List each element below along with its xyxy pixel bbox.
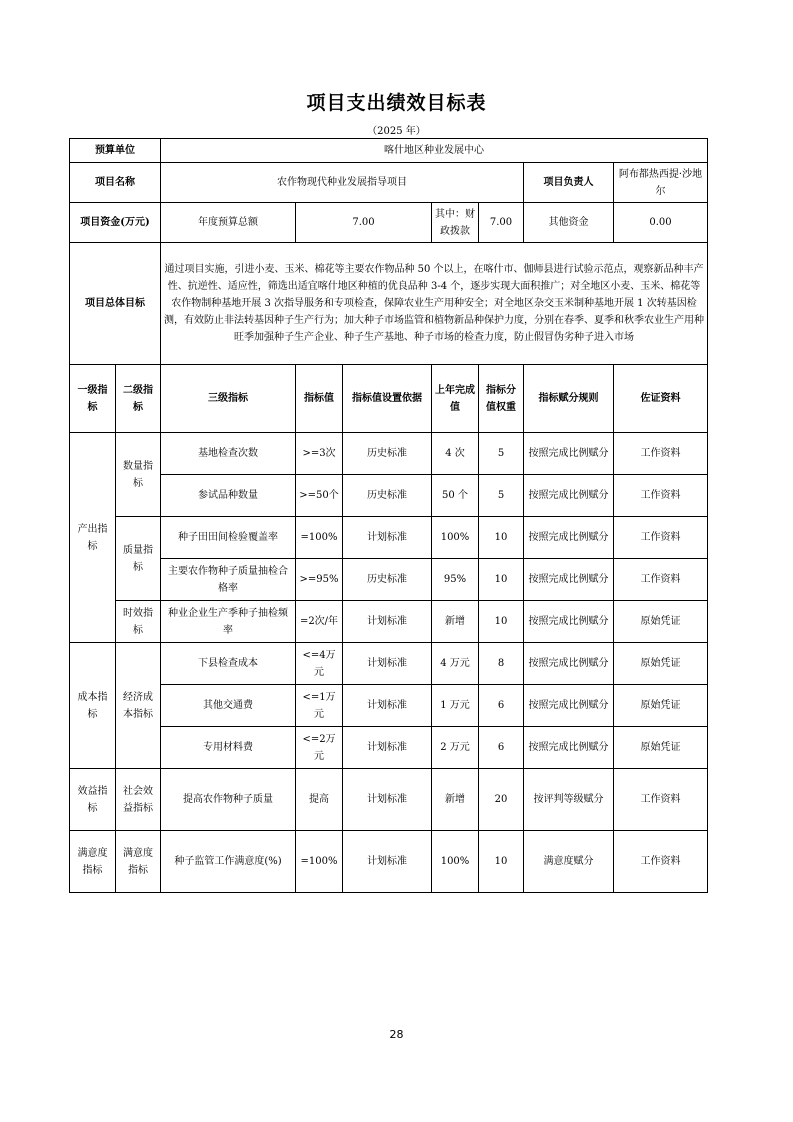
indicator-rule: 按评判等级赋分	[524, 769, 614, 831]
indicator-weight: 10	[479, 831, 524, 893]
other-funds-label: 其他资金	[524, 203, 614, 243]
indicator-weight: 10	[479, 601, 524, 643]
indicator-last-year: 1 万元	[432, 685, 479, 727]
indicator-value: =2次/年	[296, 601, 343, 643]
indicator-weight: 5	[479, 475, 524, 517]
indicator-last-year: 4 万元	[432, 643, 479, 685]
indicator-value: =100%	[296, 831, 343, 893]
indicator-evidence: 工作资料	[614, 769, 708, 831]
project-leader-label: 项目负责人	[524, 163, 614, 203]
indicator-rule: 按照完成比例赋分	[524, 517, 614, 559]
row-project-name	[70, 163, 708, 203]
indicator-value: <=4万元	[296, 643, 343, 685]
funds-label: 项目资金(万元)	[70, 203, 161, 243]
indicator-basis: 历史标准	[343, 559, 432, 601]
overall-goal-text: 通过项目实施，引进小麦、玉米、棉花等主要农作物品种 50 个以上，在喀什市、伽师县进行试验示范点，观察新品种丰产性、抗逆性、适应性，筛选出适宜喀什地区种植的优良品种 3-4 个，逐步实现大面积推广；对全地区小麦、玉米、棉花等农作物制种基地开展 3 次指导服务和专项检查，保障农业生产用种安全；对全地区杂交玉米制种基地开展 1 次转基因检测，有效防止非法转基因种子生产行为；加大种子市场监管和植物新品种保护力度，分别在春季、夏季和秋季农业生产用种旺季加强种子生产企业、种子生产基地、种子市场的检查力度，防止假冒伪劣种子进入市场	[161, 243, 708, 365]
indicator-name: 种业企业生产季种子抽检频率	[161, 601, 296, 643]
indicator-last-year: 4 次	[432, 433, 479, 475]
indicator-evidence: 原始凭证	[614, 727, 708, 769]
indicator-rule: 按照完成比例赋分	[524, 685, 614, 727]
budget-unit-label: 预算单位	[70, 139, 161, 163]
annual-budget-label: 年度预算总额	[161, 203, 296, 243]
indicator-name: 下县检查成本	[161, 643, 296, 685]
header-value: 指标值	[296, 365, 343, 433]
indicator-rule: 按照完成比例赋分	[524, 601, 614, 643]
level2-economic-cost: 经济成本指标	[116, 643, 161, 769]
header-rule: 指标赋分规则	[524, 365, 614, 433]
row-project-funds	[70, 203, 708, 243]
indicator-basis: 计划标准	[343, 601, 432, 643]
year-label: （2025 年）	[367, 126, 426, 137]
header-weight: 指标分值权重	[479, 365, 524, 433]
indicator-basis: 计划标准	[343, 685, 432, 727]
indicator-name: 种子监管工作满意度(%)	[161, 831, 296, 893]
indicator-value: 提高	[296, 769, 343, 831]
indicator-name: 其他交通费	[161, 685, 296, 727]
indicator-basis: 计划标准	[343, 517, 432, 559]
fiscal-funds-value: 7.00	[479, 203, 524, 243]
row-column-headers	[70, 365, 708, 433]
table-row	[70, 559, 708, 601]
level1-benefit: 效益指标	[70, 769, 116, 831]
indicator-rule: 按照完成比例赋分	[524, 559, 614, 601]
indicator-name: 种子田田间检验覆盖率	[161, 517, 296, 559]
header-basis: 指标值设置依据	[343, 365, 432, 433]
indicator-name: 参试品种数量	[161, 475, 296, 517]
table-row	[70, 475, 708, 517]
indicator-last-year: 2 万元	[432, 727, 479, 769]
header-level2: 二级指标	[116, 365, 161, 433]
table-row	[70, 769, 708, 831]
indicator-basis: 计划标准	[343, 769, 432, 831]
indicator-name: 提高农作物种子质量	[161, 769, 296, 831]
page-title: 项目支出绩效目标表	[306, 92, 487, 114]
header-last-year: 上年完成值	[432, 365, 479, 433]
table-row	[70, 685, 708, 727]
indicator-value: >=50个	[296, 475, 343, 517]
level1-output: 产出指标	[70, 433, 116, 643]
indicator-rule: 按照完成比例赋分	[524, 643, 614, 685]
indicator-evidence: 工作资料	[614, 831, 708, 893]
indicator-weight: 6	[479, 685, 524, 727]
indicator-basis: 历史标准	[343, 475, 432, 517]
row-budget-unit	[70, 139, 708, 163]
table-row	[70, 601, 708, 643]
indicator-rule: 按照完成比例赋分	[524, 433, 614, 475]
indicator-name: 基地检查次数	[161, 433, 296, 475]
row-overall-goal	[70, 243, 708, 365]
indicator-value: <=2万元	[296, 727, 343, 769]
annual-budget-value: 7.00	[296, 203, 432, 243]
header-evidence: 佐证资料	[614, 365, 708, 433]
indicator-weight: 6	[479, 727, 524, 769]
indicator-basis: 计划标准	[343, 831, 432, 893]
overall-goal-label: 项目总体目标	[70, 243, 161, 365]
indicator-weight: 10	[479, 517, 524, 559]
level2-satisfaction: 满意度指标	[116, 831, 161, 893]
indicator-name: 专用材料费	[161, 727, 296, 769]
indicator-rule: 按照完成比例赋分	[524, 475, 614, 517]
indicator-evidence: 原始凭证	[614, 643, 708, 685]
level2-social-benefit: 社会效益指标	[116, 769, 161, 831]
table-row	[70, 517, 708, 559]
table-row	[70, 831, 708, 893]
indicator-last-year: 新增	[432, 769, 479, 831]
indicator-value: >=3次	[296, 433, 343, 475]
indicator-evidence: 原始凭证	[614, 601, 708, 643]
indicator-last-year: 100%	[432, 517, 479, 559]
table-row	[70, 433, 708, 475]
indicator-last-year: 50 个	[432, 475, 479, 517]
indicator-rule: 满意度赋分	[524, 831, 614, 893]
indicator-evidence: 工作资料	[614, 517, 708, 559]
level2-timeliness: 时效指标	[116, 601, 161, 643]
level2-quantity: 数量指标	[116, 433, 161, 517]
indicator-evidence: 工作资料	[614, 475, 708, 517]
indicator-last-year: 95%	[432, 559, 479, 601]
other-funds-value: 0.00	[614, 203, 708, 243]
project-leader-value: 阿布都热西提·沙地尔	[614, 163, 708, 203]
indicator-name: 主要农作物种子质量抽检合格率	[161, 559, 296, 601]
indicator-weight: 10	[479, 559, 524, 601]
fiscal-funds-label: 其中：财政拨款	[432, 203, 479, 243]
indicator-weight: 20	[479, 769, 524, 831]
header-level1: 一级指标	[70, 365, 116, 433]
indicator-weight: 8	[479, 643, 524, 685]
indicator-evidence: 工作资料	[614, 433, 708, 475]
indicator-value: <=1万元	[296, 685, 343, 727]
project-name-value: 农作物现代种业发展指导项目	[161, 163, 524, 203]
level2-quality: 质量指标	[116, 517, 161, 601]
project-name-label: 项目名称	[70, 163, 161, 203]
table-row	[70, 727, 708, 769]
indicator-basis: 计划标准	[343, 643, 432, 685]
performance-target-table	[69, 138, 708, 893]
indicator-evidence: 原始凭证	[614, 685, 708, 727]
header-level3: 三级指标	[161, 365, 296, 433]
table-row	[70, 643, 708, 685]
indicator-evidence: 工作资料	[614, 559, 708, 601]
level1-cost: 成本指标	[70, 643, 116, 769]
indicator-weight: 5	[479, 433, 524, 475]
indicator-basis: 计划标准	[343, 727, 432, 769]
indicator-value: >=95%	[296, 559, 343, 601]
indicator-value: =100%	[296, 517, 343, 559]
indicator-last-year: 新增	[432, 601, 479, 643]
indicator-rule: 按照完成比例赋分	[524, 727, 614, 769]
indicator-basis: 历史标准	[343, 433, 432, 475]
level1-satisfaction: 满意度指标	[70, 831, 116, 893]
page-number: 28	[389, 1028, 404, 1041]
budget-unit-value: 喀什地区种业发展中心	[161, 139, 708, 163]
indicator-last-year: 100%	[432, 831, 479, 893]
